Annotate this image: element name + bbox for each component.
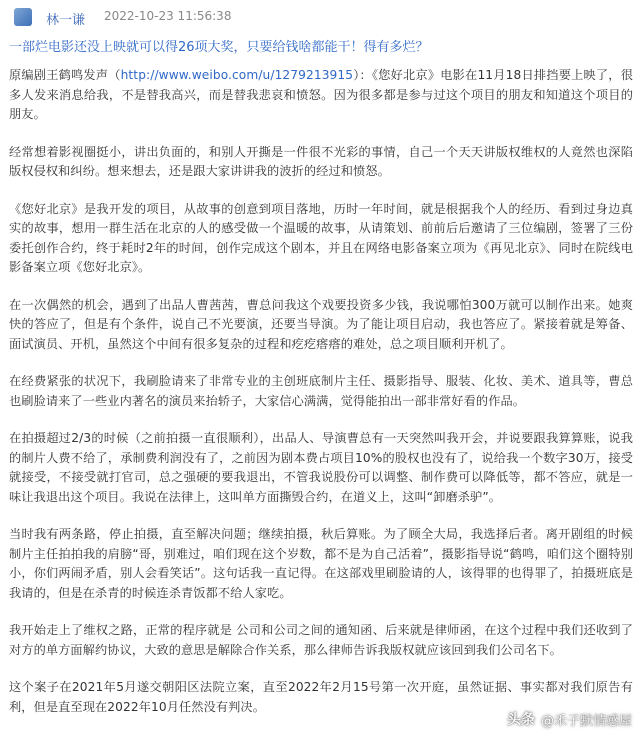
- weibo-link[interactable]: http://www.weibo.com/u/1279213915: [120, 68, 354, 82]
- watermark-logo: 头条: [506, 712, 535, 728]
- post-title[interactable]: 一部烂电影还没上映就可以得26项大奖，只要给钱啥都能干！得有多烂？: [9, 40, 429, 55]
- paragraph-1: [9, 66, 633, 125]
- post-timestamp: 2022-10-23 11:56:38: [104, 9, 232, 23]
- paragraph-7: 当时我有两条路，停止拍摄，直至解决问题；继续拍摄，秋后算账。为了顾全大局，我选择后者。离开剧组的时候制片主任拍拍我的肩膀“哥，别难过，咱们现在这个岁数，都不是为自己活着”，摄影指导说“鹤鸣，咱们这个圈特别小，你们两闹矛盾，别人会看笑话”。这句话我一直记得。在这部戏里刷脸请的人，该得罪的也得罪了，拍摄班底是我请的，但是在杀青的时候连杀青饭都不给人家吃。: [9, 527, 633, 600]
- paragraph-1-rest: ）：《您好北京》电影在11月18日排挡要上映了，很多人发来消息给我，不是替我高兴，而是替我悲哀和愤怒。因为很多都是参与过这个项目的朋友和知道这个项目的朋友。: [9, 68, 633, 121]
- watermark: [507, 709, 632, 729]
- watermark-handle: @禾子默情感屋: [540, 713, 632, 729]
- paragraph-2: 经常想着影视圈挺小，讲出负面的，和别人开撕是一件很不光彩的事情，自己一个天天讲版权维权的人竟然也深陷版权侵权和纠纷。想来想去，还是跟大家讲讲我的波折的经过和愤怒。: [9, 144, 633, 178]
- paragraph-1-lead: 原编剧王鹤鸣发声（: [9, 68, 121, 82]
- paragraph-3: 《您好北京》是我开发的项目，从故事的创意到项目落地，历时一年时间，就是根据我个人的经历、看到过身边真实的故事，想用一群生活在北京的人的感受做一个温暖的故事，从请策划、前前后后邀请了三位编剧，签署了三份委托创作合约，终于耗时2年的时间，创作完成这个剧本，并且在网络电影备案立项为《再见北京》、同时在院线电影备案立项《您好北京》。: [9, 201, 633, 274]
- paragraph-8: 我开始走上了维权之路，正常的程序就是 公司和公司之间的通知函、后来就是律师函，在这个过程中我们还收到了对方的单方面解约协议，大致的意思是解除合作关系，那么律师告诉我版权就应该回到我们公司名下。: [9, 623, 633, 657]
- paragraph-5: 在经费紧张的状况下，我刷脸请来了非常专业的主创班底制片主任、摄影指导、服装、化妆、美术、道具等，曹总也刷脸请来了一些业内著名的演员来抬轿子，大家信心满满，觉得能拍出一部非常好看的作品。: [9, 374, 633, 408]
- paragraph-4: 在一次偶然的机会，遇到了出品人曹茜茜，曹总问我这个戏要投资多少钱，我说哪怕300万就可以制作出来。她爽快的答应了，但是有个条件，说自己不光要演，还要当导演。为了能让项目启动，我也答应了。紧接着就是筹备、面试演员、开机，虽然这个中间有很多复杂的过程和疙疙瘩瘩的难处，总之项目顺利开机了。: [9, 297, 633, 351]
- paragraph-6: 在拍摄超过2/3的时候（之前拍摄一直很顺利），出品人、导演曹总有一天突然叫我开会，并说要跟我算算账，说我的制片人费不给了，承制费利润没有了，之前因为剧本费占项目10%的股权也没有了，说给我一个数字30万，接受就接受，不接受就打官司，总之强硬的要我退出，不管我说股份可以调整、制作费可以降低等，都不答应，就是一味让我退出这个项目。我说在法律上，这叫单方面撕毁合约，在道义上，这叫“卸磨杀驴”。: [9, 431, 633, 504]
- author-name[interactable]: 林一谦: [46, 13, 86, 28]
- post-header: [0, 0, 640, 36]
- author-avatar[interactable]: [14, 8, 32, 26]
- paragraph-9: 这个案子在2021年5月遂交朝阳区法院立案，直至2022年2月15号第一次开庭，虽然证据、事实都对我们原告有利，但是直至现在2022年10月任然没有判决。: [9, 680, 633, 714]
- post-content: [9, 66, 633, 735]
